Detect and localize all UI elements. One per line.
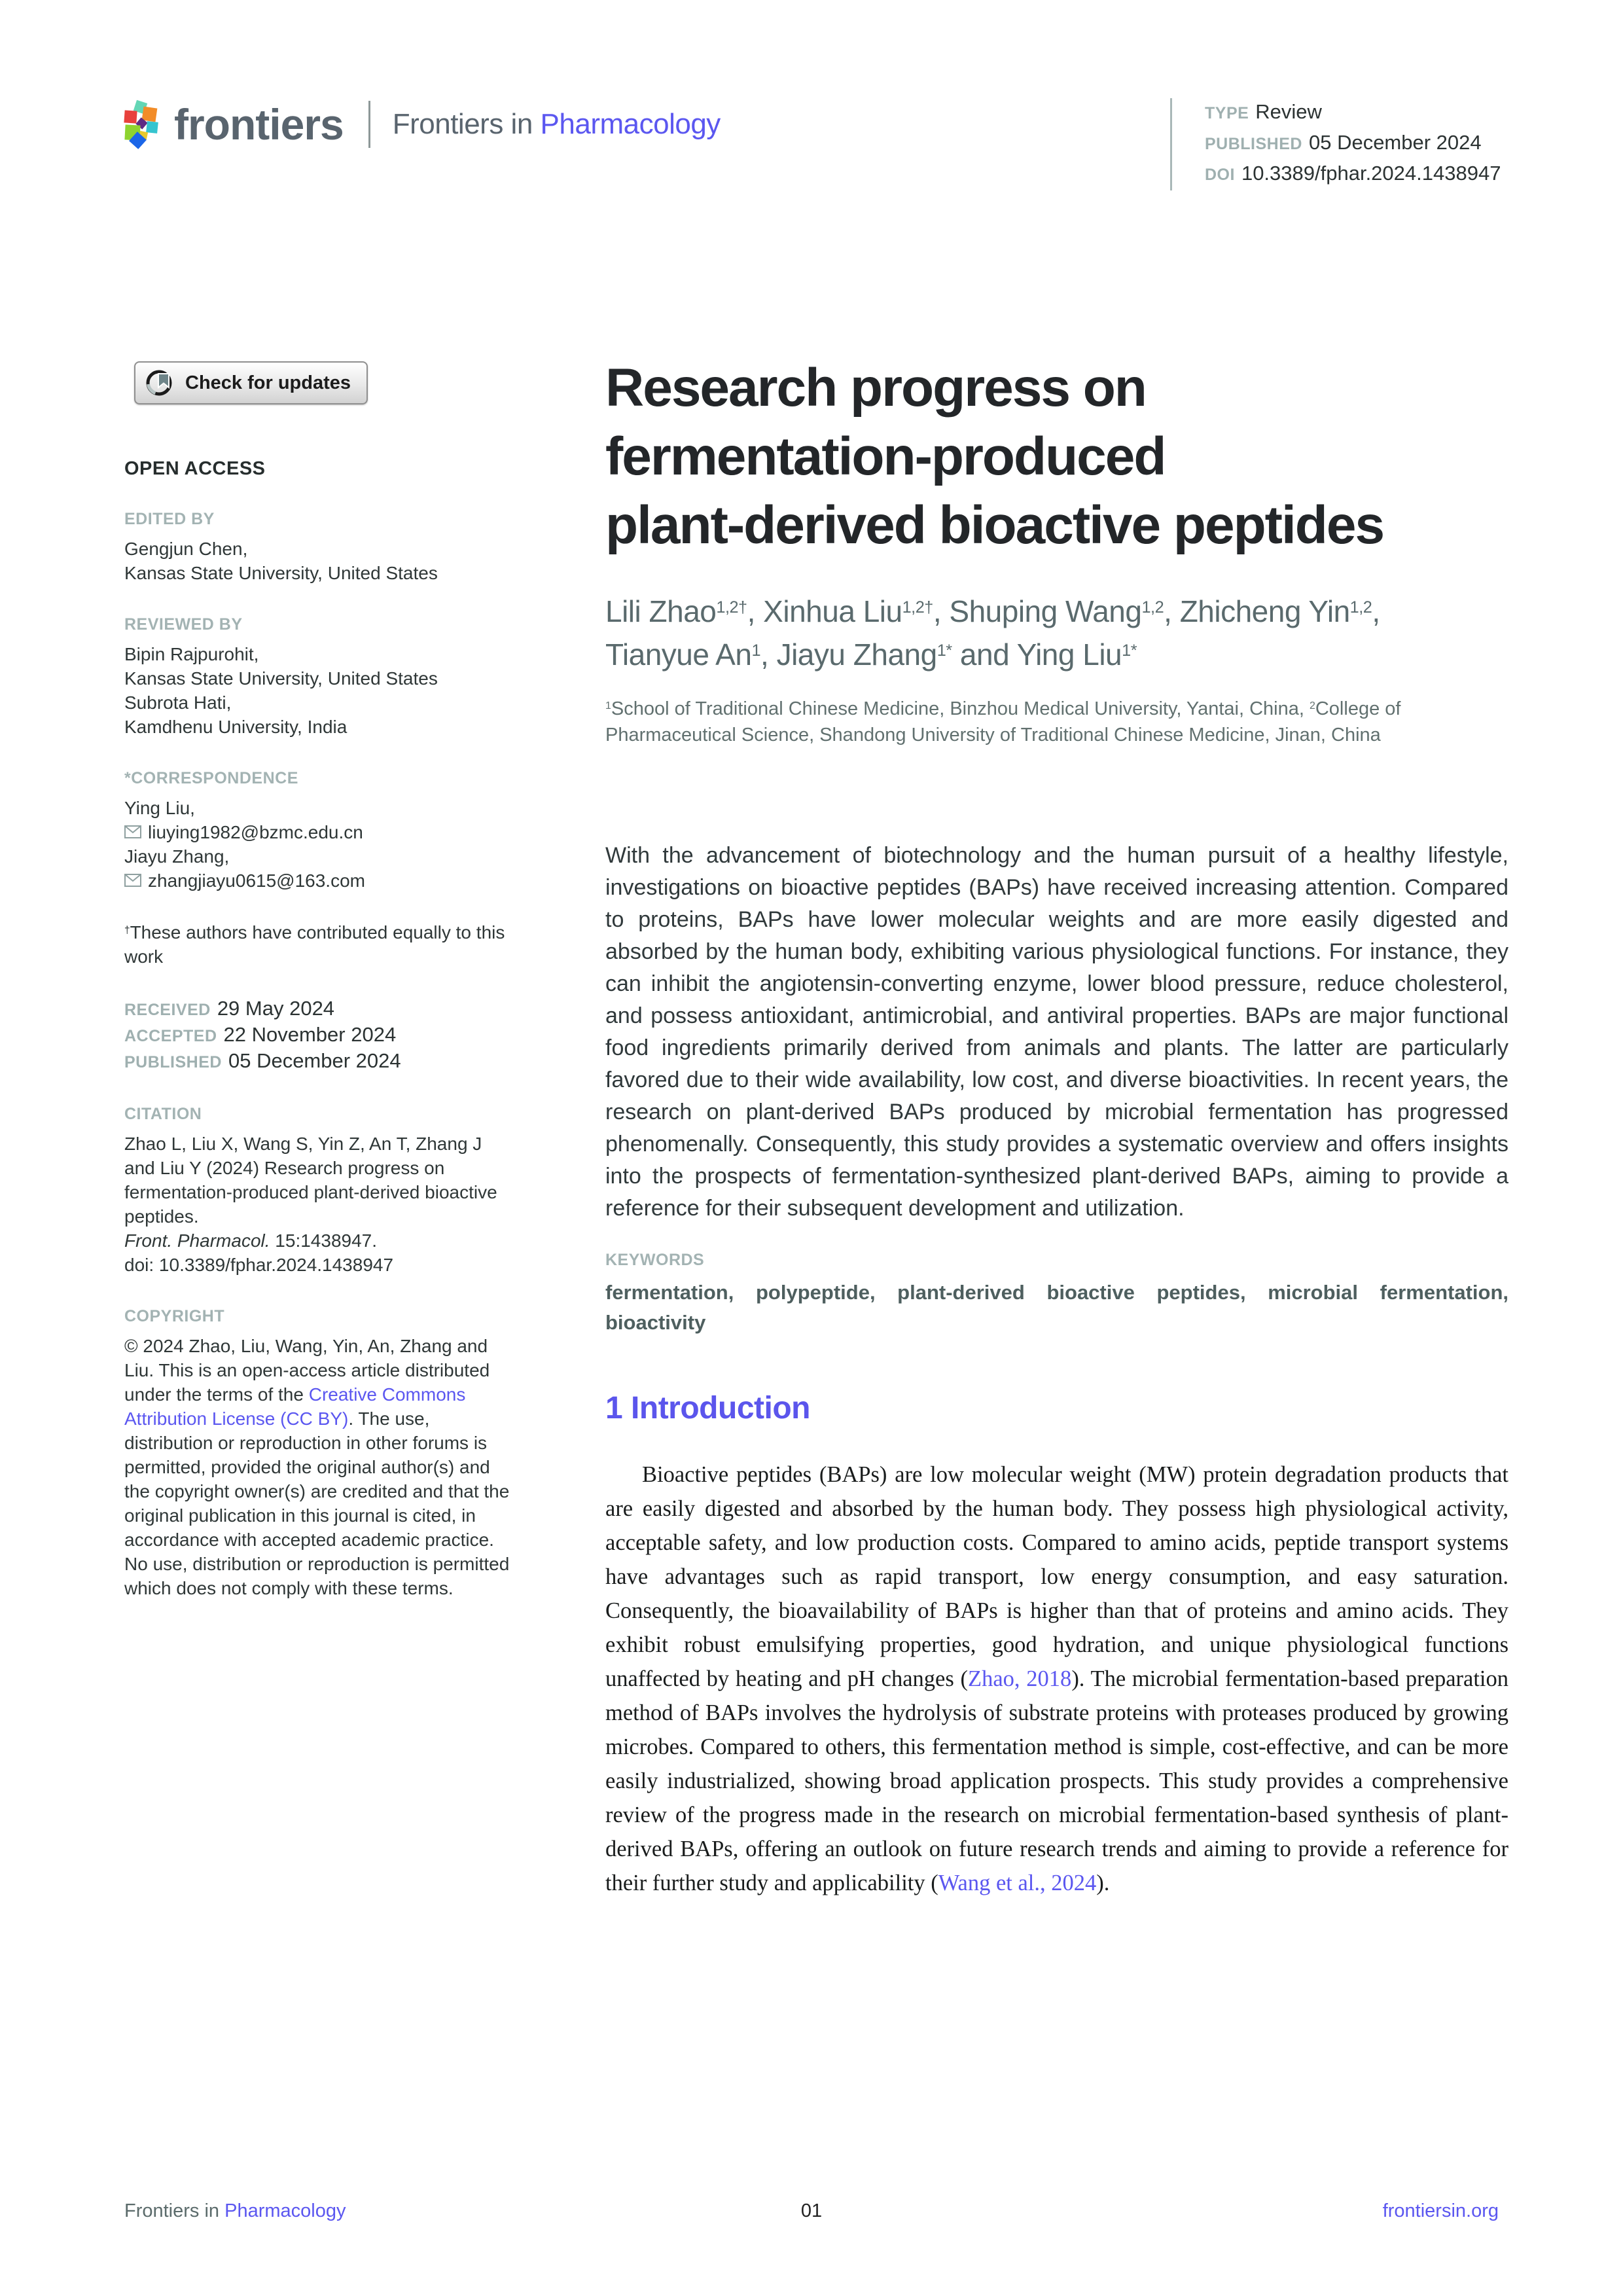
article-title: [605, 353, 1508, 560]
reviewed-by-label: REVIEWED BY: [124, 615, 243, 634]
meta-label: DOI: [1205, 166, 1235, 184]
reviewer-affiliation: Kamdhenu University, India: [124, 717, 348, 737]
correspondent-name: Ying Liu,: [124, 798, 195, 818]
site-link[interactable]: frontiersin.org: [1382, 2200, 1499, 2221]
date-value: 05 December 2024: [228, 1049, 401, 1072]
envelope-icon: [124, 869, 141, 893]
meta-value: 10.3389/fphar.2024.1438947: [1241, 162, 1501, 185]
footer-journal: [124, 2200, 582, 2222]
footer-journal-prefix: Frontiers in: [124, 2200, 220, 2221]
meta-value: 05 December 2024: [1308, 131, 1482, 154]
copyright-label: COPYRIGHT: [124, 1307, 225, 1325]
published-row: [124, 1049, 517, 1075]
journal-name: [393, 108, 721, 141]
email-row[interactable]: [124, 820, 517, 844]
reviewed-by-group: [124, 613, 517, 739]
article-info-sidebar: [124, 457, 517, 1628]
email-address[interactable]: liuying1982@bzmc.edu.cn: [148, 822, 363, 842]
editor-affiliation: Kansas State University, United States: [124, 563, 438, 583]
reviewer-name: Subrota Hati,: [124, 692, 232, 713]
article-main: [605, 353, 1508, 1900]
date-value: 22 November 2024: [223, 1023, 397, 1046]
keywords-label: KEYWORDS: [605, 1251, 705, 1269]
edited-by-label: EDITED BY: [124, 510, 215, 528]
meta-row-doi: [1205, 160, 1501, 190]
envelope-icon: [124, 820, 141, 844]
copyright-group: [124, 1304, 517, 1600]
date-value: 29 May 2024: [217, 997, 335, 1020]
title-line: plant-derived bioactive peptides: [605, 495, 1384, 555]
date-label: PUBLISHED: [124, 1053, 222, 1071]
title-line: Research progress on: [605, 358, 1146, 418]
title-line: fermentation-produced: [605, 427, 1166, 486]
meta-value: Review: [1255, 100, 1322, 123]
meta-label: PUBLISHED: [1205, 135, 1302, 153]
keywords-text: fermentation, polypeptide, plant-derived bioactive peptides, microbial fermentation, bioactivity: [605, 1281, 1508, 1334]
open-access-label: OPEN ACCESS: [124, 458, 266, 479]
citation-text: Zhao L, Liu X, Wang S, Yin Z, An T, Zhang J and Liu Y (2024) Research progress on fermentation-produced plant-derived bioactive peptides. Front. Pharmacol. 15:1438947. doi: 10.3389/fphar.2024.1438947: [124, 1134, 497, 1275]
received-row: [124, 996, 517, 1022]
dates-group: [124, 996, 517, 1075]
section-heading-introduction: 1 Introduction: [605, 1391, 810, 1426]
header-divider: [368, 101, 370, 148]
crossmark-icon: [145, 368, 175, 398]
check-updates-button[interactable]: [134, 361, 368, 404]
copyright-text: © 2024 Zhao, Liu, Wang, Yin, An, Zhang and Liu. This is an open-access article distributed under the terms of the Creative Commons Attribution License (CC BY). The use, distribution or reproduction in other forums is permitted, provided the original author(s) and the copyright owner(s) are credited and that the original publication in this journal is cited, in accordance with accepted academic practice. No use, distribution or reproduction is permitted which does not comply with these terms.: [124, 1336, 510, 1598]
correspondence-group: [124, 766, 517, 893]
page-number: 01: [800, 2200, 823, 2221]
header-branding: [124, 99, 721, 149]
check-updates-label: Check for updates: [185, 372, 351, 393]
email-address[interactable]: zhangjiayu0615@163.com: [148, 870, 365, 891]
intro-paragraph: Bioactive peptides (BAPs) are low molecular weight (MW) protein degradation products that are easily digested and absorbed by the human body. They possess high physiological activity, acceptable safety, and low production costs. Compared to amino acids, peptide transport systems have advantages such as rapid transport, low energy consumption, and easy saturation. Consequently, the bioavailability of BAPs is higher than that of proteins and amino acids. They exhibit robust emulsifying properties, good hydration, and unique physiological functions unaffected by heating and pH changes (Zhao, 2018). The microbial fermentation-based preparation method of BAPs involves the hydrolysis of substrate proteins with proteases produced by growing microbes. Compared to others, this fermentation method is simple, cost-effective, and can be more easily industrialized, showing broad application prospects. This study provides a comprehensive review of the progress made in the research on microbial fermentation-based synthesis of plant-derived BAPs, offering an outlook on future research trends and aiming to provide a reference for their further study and applicability (Wang et al., 2024).: [605, 1462, 1509, 1895]
citation-group: [124, 1102, 517, 1277]
frontiers-logo-icon: [124, 101, 162, 147]
email-row[interactable]: [124, 869, 517, 893]
date-label: RECEIVED: [124, 1001, 211, 1019]
editor-name: Gengjun Chen,: [124, 539, 248, 559]
meta-label: TYPE: [1205, 104, 1249, 122]
reviewer-name: Bipin Rajpurohit,: [124, 644, 259, 664]
footer-journal-name: Pharmacology: [224, 2200, 346, 2221]
authors-line: Lili Zhao$^{1,2\dagger}$, Xinhua Liu$^{1,2\dagger}$, Shuping Wang$^{1,2}$, Zhicheng Yin$^{1,2}$, Tianyue An$^1$, Jiayu Zhang$^{1*}$ and Ying Liu$^{1*}$: [605, 594, 1380, 672]
journal-name-prefix: Frontiers in: [392, 108, 533, 140]
correspondent-name: Jiayu Zhang,: [124, 846, 230, 867]
date-label: ACCEPTED: [124, 1027, 217, 1045]
meta-row-published: [1205, 129, 1501, 160]
brand-wordmark: frontiers: [174, 100, 344, 149]
correspondence-label: *CORRESPONDENCE: [124, 769, 298, 787]
reviewer-affiliation: Kansas State University, United States: [124, 668, 438, 689]
journal-name-highlight: Pharmacology: [540, 108, 721, 140]
abstract-text: With the advancement of biotechnology and the human pursuit of a healthy lifestyle, investigations on bioactive peptides (BAPs) have received increasing attention. Compared to proteins, BAPs have lower molecular weights and are more easily digested and absorbed by the human body, exhibiting various physiological functions. For instance, they can inhibit the angiotensin-converting enzyme, lower blood pressure, reduce cholesterol, and possess antioxidant, antimicrobial, and antiviral properties. BAPs are major functional food ingredients primarily derived from animals and plants. The latter are particularly favored due to their wide availability, low cost, and diverse bioactivities. In recent years, the research on plant-derived BAPs produced by microbial fermentation has progressed phenomenally. Consequently, this study provides a systematic overview and offers insights into the prospects of fermentation-synthesized plant-derived BAPs, aiming to provide a reference for their subsequent development and utilization.: [605, 843, 1508, 1221]
page-footer: [124, 2200, 1499, 2222]
citation-label: CITATION: [124, 1105, 202, 1123]
edited-by-group: [124, 507, 517, 585]
equal-contribution-note: †These authors have contributed equally to this work: [124, 922, 505, 967]
article-meta-block: [1170, 98, 1501, 190]
meta-row-type: [1205, 98, 1501, 129]
accepted-row: [124, 1022, 517, 1049]
affiliations: $^1$School of Traditional Chinese Medicine, Binzhou Medical University, Yantai, China, $^2$College of Pharmaceutical Science, Shandong University of Traditional Chinese Medicine, Jinan, China: [605, 698, 1401, 745]
